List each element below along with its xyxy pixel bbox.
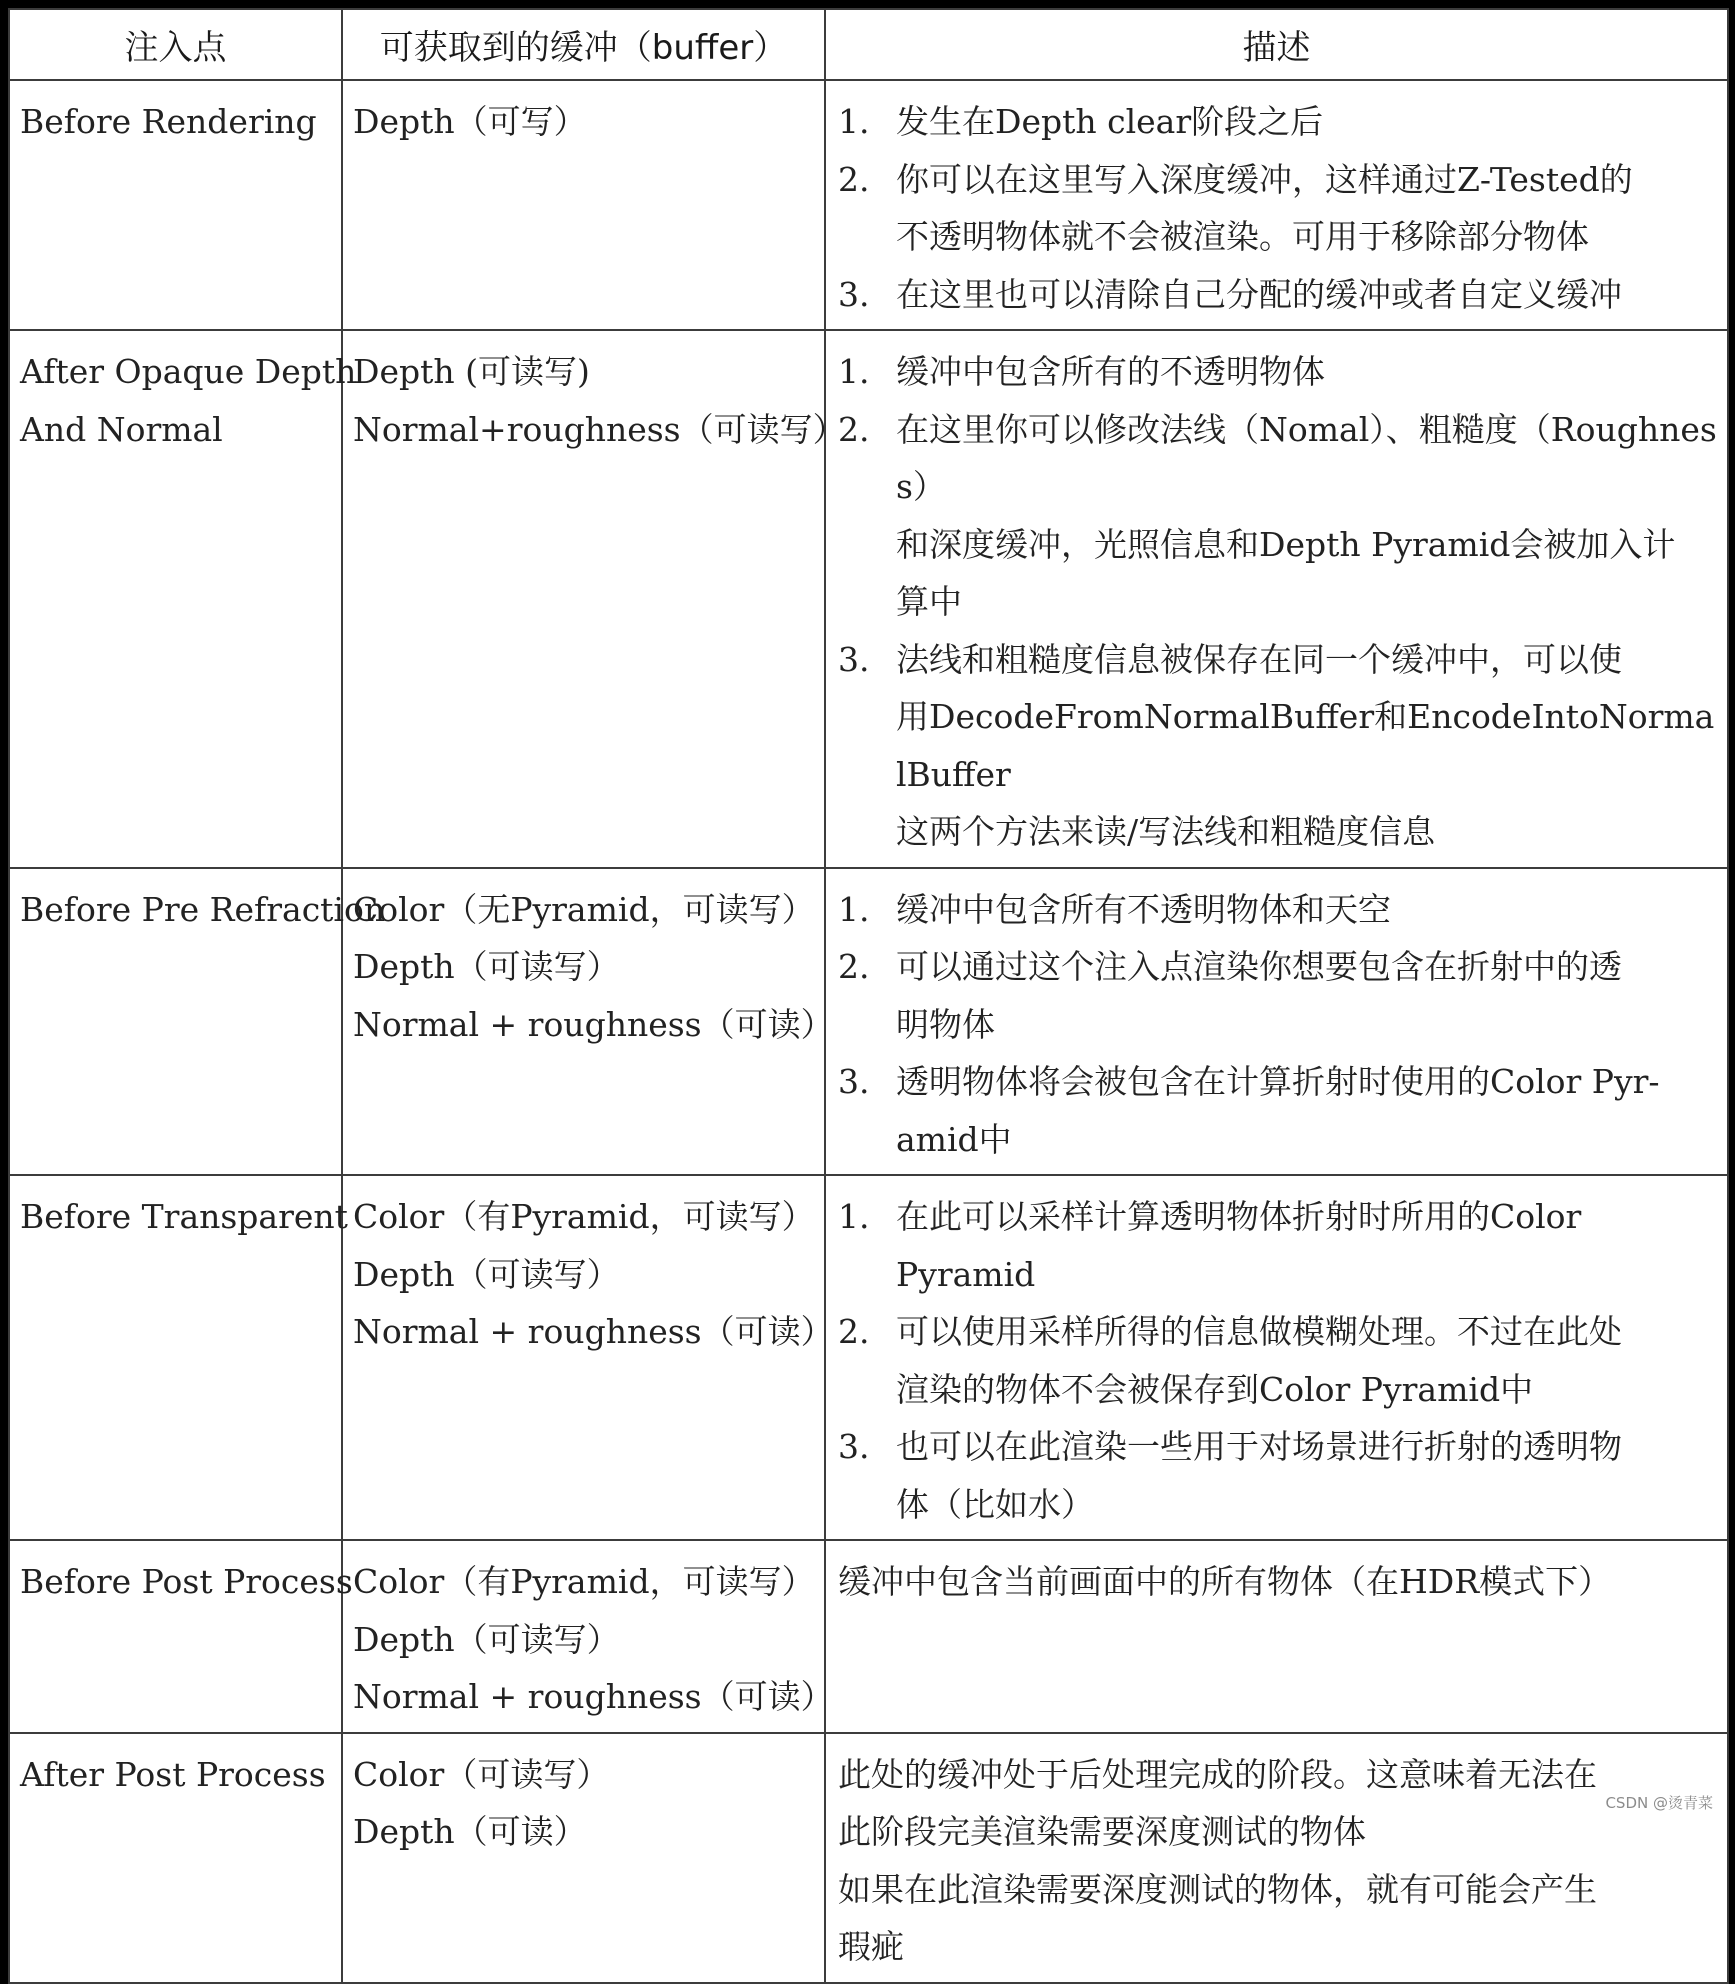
buffer-entry: Color（可读写） bbox=[353, 1754, 610, 1794]
watermark: CSDN @烫青菜 bbox=[1605, 1794, 1713, 1812]
description-cell bbox=[825, 330, 1728, 868]
injection-point-cell bbox=[9, 1540, 353, 1733]
item-number: 1. bbox=[838, 1197, 870, 1236]
table-row bbox=[9, 1733, 1728, 1983]
buffers-cell bbox=[342, 1733, 825, 1983]
document-sheet bbox=[8, 8, 1727, 1966]
table-row bbox=[9, 868, 1728, 1176]
injection-point-text bbox=[10, 869, 386, 945]
description-content bbox=[826, 869, 1727, 1175]
injection-point-text bbox=[10, 1541, 353, 1617]
description-content bbox=[826, 331, 1727, 867]
item-text: 缓冲中包含所有的不透明物体 bbox=[896, 352, 1325, 391]
item-text: 也可以在此渲染一些用于对场景进行折射的透明物 体（比如水） bbox=[896, 1427, 1622, 1524]
description-line: 此处的缓冲处于后处理完成的阶段。这意味着无法在 bbox=[838, 1754, 1597, 1794]
injection-point-text bbox=[10, 1176, 348, 1252]
description-content bbox=[826, 1176, 1727, 1539]
item-text: 缓冲中包含所有不透明物体和天空 bbox=[896, 889, 1391, 929]
injection-point-line: Before Transparent bbox=[20, 1197, 348, 1236]
buffer-entry: Normal + roughness（可读） bbox=[353, 1312, 834, 1351]
description-content bbox=[826, 81, 1727, 329]
buffers-list bbox=[343, 1734, 824, 1867]
description-item bbox=[838, 1418, 1717, 1533]
injection-point-line: Before Post Process bbox=[20, 1562, 353, 1601]
buffer-entry: Normal + roughness（可读） bbox=[353, 1004, 834, 1044]
description-line: 瑕疵 bbox=[838, 1927, 904, 1966]
buffers-list bbox=[343, 1541, 834, 1732]
buffers-cell bbox=[342, 80, 825, 330]
buffer-entry: Color（有Pyramid，可读写） bbox=[353, 1562, 815, 1601]
item-number: 3. bbox=[838, 1062, 870, 1101]
item-text: 在此可以采样计算透明物体折射时所用的Color Pyramid bbox=[896, 1197, 1582, 1294]
buffers-cell bbox=[342, 330, 846, 868]
item-number: 1. bbox=[838, 102, 870, 141]
item-text: 发生在Depth clear阶段之后 bbox=[896, 102, 1324, 141]
injection-point-cell bbox=[9, 1175, 348, 1540]
description-item bbox=[838, 93, 1717, 151]
buffer-entry: Depth（可读写） bbox=[353, 1254, 620, 1294]
item-text: 可以使用采样所得的信息做模糊处理。不过在此处 渲染的物体不会被保存到Color Pyramid中 bbox=[896, 1312, 1622, 1409]
header-injection-point: 注入点 bbox=[9, 9, 342, 80]
description-line: 如果在此渲染需要深度测试的物体，就有可能会产生 bbox=[838, 1869, 1597, 1909]
buffers-list bbox=[343, 81, 824, 157]
buffer-entry: Depth（可读写） bbox=[353, 1619, 620, 1659]
buffers-cell bbox=[342, 1540, 834, 1733]
table-header-row bbox=[9, 9, 1728, 80]
item-text: 在这里你可以修改法线（Nomal）、粗糙度（Roughness） 和深度缓冲，光照信息和Depth Pyramid会被加入计 算中 bbox=[896, 409, 1717, 621]
description-content bbox=[826, 1541, 1727, 1617]
description-item bbox=[838, 938, 1717, 1053]
item-number: 2. bbox=[838, 1312, 870, 1351]
item-number: 1. bbox=[838, 889, 870, 929]
description-item bbox=[838, 401, 1717, 631]
item-text: 法线和粗糙度信息被保存在同一个缓冲中，可以使 用DecodeFromNormalBuffer和EncodeIntoNormalBuffer 这两个方法来读/写法线和粗糙度信息 bbox=[896, 639, 1715, 851]
item-number: 3. bbox=[838, 639, 870, 679]
injection-point-line: After Opaque Depth bbox=[20, 352, 357, 391]
buffers-list bbox=[343, 331, 846, 464]
buffer-entry: Depth（可读写） bbox=[353, 947, 620, 986]
description-item bbox=[838, 151, 1717, 266]
description-content bbox=[826, 1734, 1727, 1982]
description-item bbox=[838, 881, 1717, 939]
description-cell bbox=[825, 1175, 1728, 1540]
description-item bbox=[838, 1188, 1717, 1303]
item-number: 1. bbox=[838, 352, 870, 391]
item-number: 2. bbox=[838, 409, 870, 449]
buffer-entry: Depth（可写） bbox=[353, 102, 587, 141]
description-item bbox=[838, 631, 1717, 861]
buffer-entry: Depth (可读写) bbox=[353, 352, 590, 391]
injection-point-text bbox=[10, 81, 341, 157]
injection-point-text bbox=[10, 1734, 341, 1810]
table-row bbox=[9, 1540, 1728, 1733]
item-text: 可以通过这个注入点渲染你想要包含在折射中的透 明物体 bbox=[896, 947, 1622, 1044]
buffer-entry: Depth（可读） bbox=[353, 1812, 587, 1851]
buffer-entry: Normal + roughness（可读） bbox=[353, 1677, 834, 1716]
description-item bbox=[838, 266, 1717, 324]
injection-point-table bbox=[8, 8, 1729, 1984]
item-number: 2. bbox=[838, 947, 870, 986]
item-number: 3. bbox=[838, 1427, 870, 1466]
injection-point-cell bbox=[9, 868, 386, 1176]
description-item bbox=[838, 1053, 1717, 1168]
description-cell bbox=[825, 1733, 1728, 1983]
injection-point-line: After Post Process bbox=[20, 1754, 326, 1794]
item-number: 2. bbox=[838, 159, 870, 199]
injection-point-line: Before Pre Refraction bbox=[20, 889, 386, 929]
description-item bbox=[838, 1303, 1717, 1418]
injection-point-cell bbox=[9, 1733, 342, 1983]
description-line: 此阶段完美渲染需要深度测试的物体 bbox=[838, 1812, 1366, 1851]
description-cell bbox=[825, 1540, 1728, 1733]
description-cell bbox=[825, 868, 1728, 1176]
injection-point-line: Before Rendering bbox=[20, 102, 317, 141]
table-row bbox=[9, 80, 1728, 330]
buffers-cell bbox=[342, 1175, 834, 1540]
header-available-buffers: 可获取到的缓冲（buffer） bbox=[342, 9, 825, 80]
buffers-cell bbox=[342, 868, 834, 1176]
item-text: 透明物体将会被包含在计算折射时使用的Color Pyr- amid中 bbox=[896, 1062, 1660, 1159]
injection-point-cell bbox=[9, 80, 342, 330]
description-line: 缓冲中包含当前画面中的所有物体（在HDR模式下） bbox=[838, 1562, 1612, 1601]
description-cell bbox=[825, 80, 1728, 330]
buffers-list bbox=[343, 1176, 834, 1367]
table-row bbox=[9, 1175, 1728, 1540]
buffer-entry: Color（无Pyramid，可读写） bbox=[353, 889, 815, 929]
item-text: 在这里也可以清除自己分配的缓冲或者自定义缓冲 bbox=[896, 274, 1622, 314]
header-description: 描述 bbox=[825, 9, 1728, 80]
buffers-list bbox=[343, 869, 834, 1060]
injection-point-line: And Normal bbox=[20, 409, 223, 449]
injection-point-cell bbox=[9, 330, 357, 868]
buffer-entry: Color（有Pyramid，可读写） bbox=[353, 1197, 815, 1236]
buffer-entry: Normal+roughness（可读写） bbox=[353, 409, 846, 449]
table-row bbox=[9, 330, 1728, 868]
item-number: 3. bbox=[838, 274, 870, 314]
injection-point-text bbox=[10, 331, 357, 464]
description-item bbox=[838, 343, 1717, 401]
item-text: 你可以在这里写入深度缓冲，这样通过Z-Tested的 不透明物体就不会被渲染。可用于移除部分物体 bbox=[896, 159, 1633, 256]
